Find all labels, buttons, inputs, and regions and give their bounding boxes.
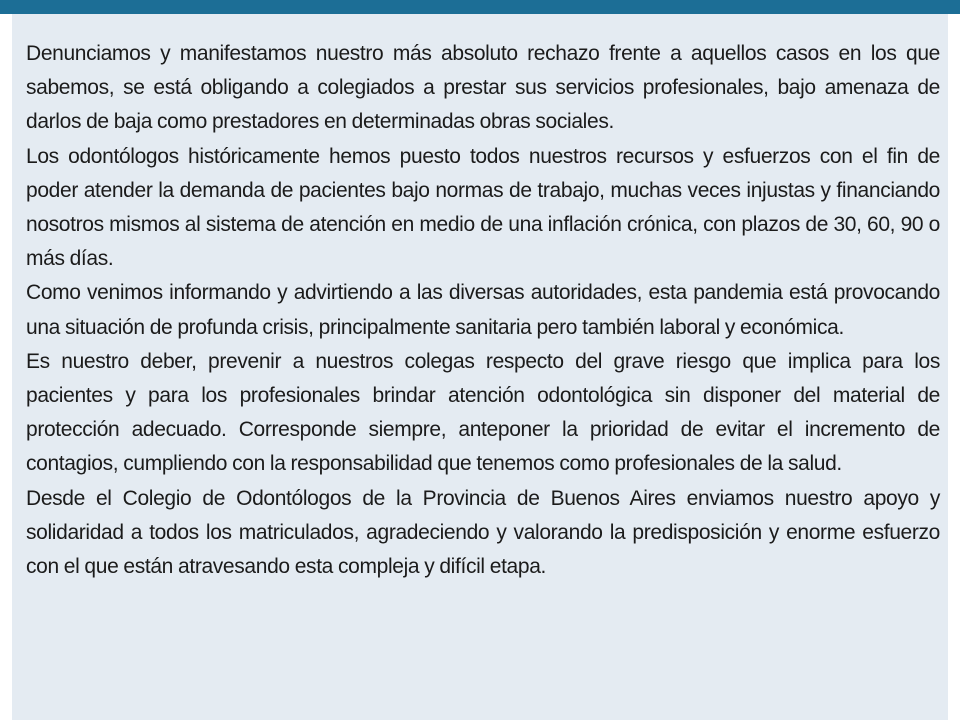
paragraph-deber: Es nuestro deber, prevenir a nuestros colegas respecto del grave riesgo que implica para los pacientes y para los profesionales brindar atención odontológica sin disponer del material de protección adecuado. Corresponde siempre, anteponer la prioridad de evitar el incremento de contagios, cumpliendo con la responsabilidad que tenemos como profesionales de la salud. bbox=[26, 349, 940, 476]
paragraph-rechazo: Denunciamos y manifestamos nuestro más absoluto rechazo frente a aquellos casos en los que sabemos, se está obligando a colegiados a prestar sus servicios profesionales, bajo amenaza de darlos de baja como prestadores en determinadas obras sociales. bbox=[26, 42, 940, 134]
header-band bbox=[0, 0, 960, 14]
statement-text bbox=[26, 37, 940, 584]
paragraph-pandemia: Como venimos informando y advirtiendo a las diversas autoridades, esta pandemia está provocando una situación de profunda crisis, principalmente sanitaria pero también laboral y económica. bbox=[26, 281, 940, 339]
paragraph-odontologos: Los odontólogos históricamente hemos puesto todos nuestros recursos y esfuerzos con el fin de poder atender la demanda de pacientes bajo normas de trabajo, muchas veces injustas y financiando nosotros mismos al sistema de atención en medio de una inflación crónica, con plazos de 30, 60, 90 o más días. bbox=[26, 144, 940, 271]
paragraph-colegio: Desde el Colegio de Odontólogos de la Provincia de Buenos Aires enviamos nuestro apoyo y solidaridad a todos los matriculados, agradeciendo y valorando la predisposición y enorme esfuerzo con el que están atravesando esta compleja y difícil etapa. bbox=[26, 486, 940, 579]
